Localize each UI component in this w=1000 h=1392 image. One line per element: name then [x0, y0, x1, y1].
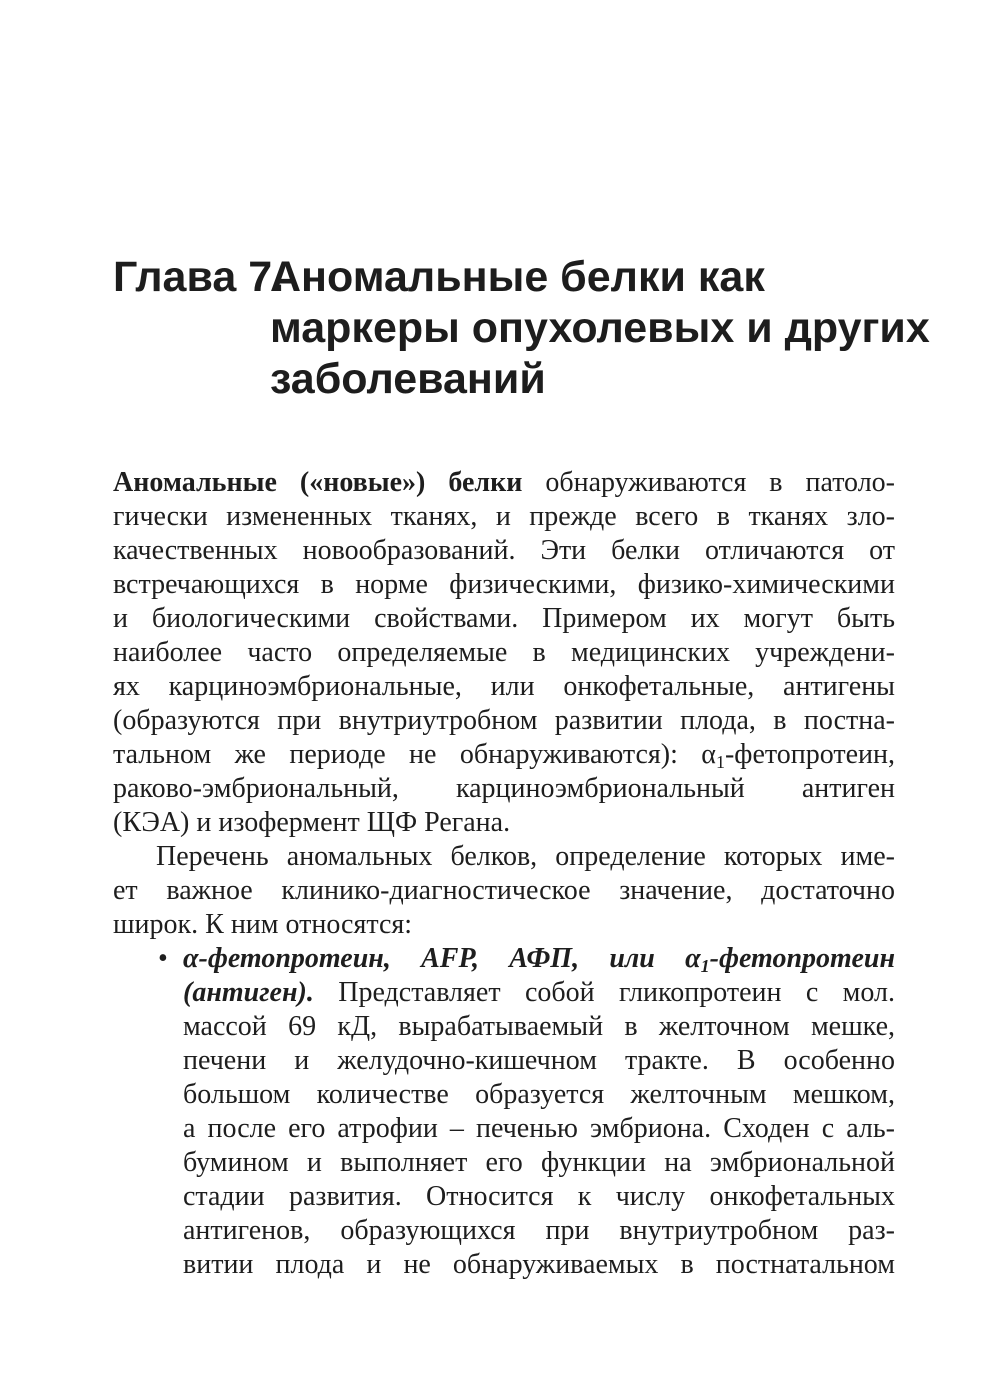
- body-text: [113, 466, 895, 1282]
- paragraph-intro: Аномальные («новые») белки обнаруживаются в патоло- гически измененных тканях, и прежде всего в тканях зло- качественных новообразований. Эти белки отличаются от встречающихся в норме физическими, физико-химическими и биологическими свойствами. Примером их могут быть наиболее часто определяемые в медицинских учреждени- ях карциноэмбриональные, или онкофетальные, антигены (образуются при внутриутробном развитии плода, в постна- тальном же периоде не обнаруживаются): $\alpha_1$-фетопротеин, раково-эмбриональный, карциноэмбриональный антиген (КЭА) и изофермент ЩФ Регана.: [113, 467, 895, 838]
- chapter-title-line: Аномальные белки как: [270, 253, 765, 301]
- chapter-title-line: заболеваний: [270, 355, 546, 403]
- chapter-title-line: маркеры опухолевых и других: [270, 304, 930, 352]
- list-item-title: α-фетопротеин, AFP, АФП, или $\alpha_1$-фетопротеин: [183, 943, 895, 976]
- chapter-label: Глава 7.: [113, 253, 285, 301]
- intro-term: Аномальные («новые») белки: [113, 467, 523, 498]
- chapter-title: [270, 252, 933, 405]
- list-item: • α-фетопротеин, AFP, АФП, или $\alpha_1$-фетопротеин (антиген). Представляет собой гликопротеин с мол. массой 69 кД, вырабатываемый в желточном мешке, печени и желудочно-кишечном тракте. В особенно большом количестве образуется желточным мешком, а после его атрофии – печенью эмбриона. Сходен с аль- бумином и выполняет его функции на эмбриональной стадии развития. Относится к числу онкофетальных антигенов, образующихся при внутриутробном раз- витии плода и не обнаруживаемых в постнатальном: [158, 943, 895, 1280]
- bullet-icon: •: [158, 943, 168, 974]
- chapter-heading: [113, 252, 933, 405]
- paragraph-list-intro: Перечень аномальных белков, определение которых име- ет важное клинико-диагностическое значение, достаточно широк. К ним относятся:: [113, 841, 895, 940]
